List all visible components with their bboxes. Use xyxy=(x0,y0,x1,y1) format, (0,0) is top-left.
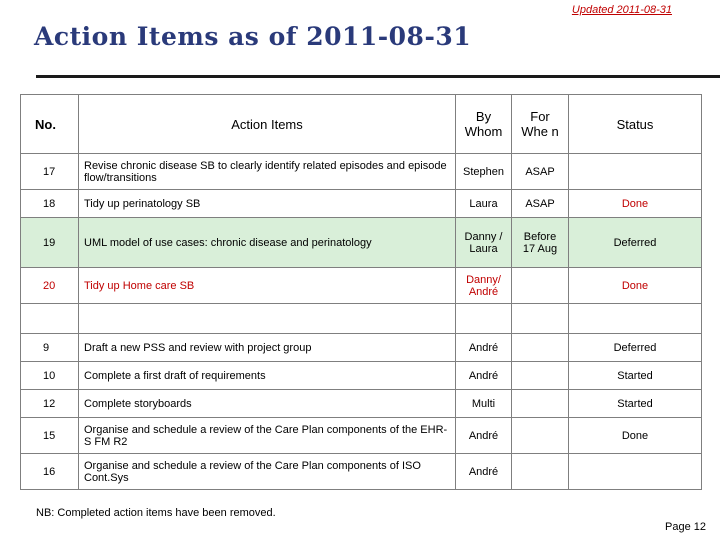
action-items-table xyxy=(20,94,702,490)
cell-for-when xyxy=(512,418,569,454)
cell-action-item: Draft a new PSS and review with project group xyxy=(79,334,456,362)
cell-status: Done xyxy=(569,268,702,304)
cell-by-whom xyxy=(456,304,512,334)
col-header-for-when: For Whe n xyxy=(512,95,569,154)
table-row xyxy=(21,454,702,490)
cell-for-when xyxy=(512,304,569,334)
table-row xyxy=(21,190,702,218)
cell-for-when: Before 17 Aug xyxy=(512,218,569,268)
cell-status xyxy=(569,154,702,190)
cell-action-item: Tidy up perinatology SB xyxy=(79,190,456,218)
cell-by-whom: Stephen xyxy=(456,154,512,190)
cell-status: Done xyxy=(569,190,702,218)
cell-status xyxy=(569,454,702,490)
table-row xyxy=(21,154,702,190)
table-row xyxy=(21,418,702,454)
cell-no: 20 xyxy=(21,268,79,304)
cell-action-item: Organise and schedule a review of the Care Plan components of the EHR-S FM R2 xyxy=(79,418,456,454)
col-header-status: Status xyxy=(569,95,702,154)
cell-status: Deferred xyxy=(569,334,702,362)
cell-status: Started xyxy=(569,390,702,418)
table-row xyxy=(21,390,702,418)
title-divider xyxy=(36,75,720,78)
cell-action-item: Complete storyboards xyxy=(79,390,456,418)
footnote: NB: Completed action items have been removed. xyxy=(36,507,276,519)
table-row xyxy=(21,304,702,334)
cell-for-when xyxy=(512,454,569,490)
page-title: Action Items as of 2011-08-31 xyxy=(34,22,472,51)
col-header-action-items: Action Items xyxy=(79,95,456,154)
cell-for-when xyxy=(512,362,569,390)
cell-by-whom: Multi xyxy=(456,390,512,418)
cell-status: Deferred xyxy=(569,218,702,268)
cell-by-whom: André xyxy=(456,454,512,490)
page-number: Page 12 xyxy=(665,521,706,533)
table-row xyxy=(21,268,702,304)
cell-action-item: UML model of use cases: chronic disease and perinatology xyxy=(79,218,456,268)
cell-no: 15 xyxy=(21,418,79,454)
cell-by-whom: André xyxy=(456,334,512,362)
table-row xyxy=(21,362,702,390)
cell-no xyxy=(21,304,79,334)
table-header-row xyxy=(21,95,702,154)
cell-no: 10 xyxy=(21,362,79,390)
col-header-no: No. xyxy=(21,95,79,154)
cell-no: 16 xyxy=(21,454,79,490)
cell-action-item: Revise chronic disease SB to clearly identify related episodes and episode flow/transitions xyxy=(79,154,456,190)
cell-action-item: Organise and schedule a review of the Care Plan components of ISO Cont.Sys xyxy=(79,454,456,490)
table-row xyxy=(21,218,702,268)
cell-by-whom: André xyxy=(456,362,512,390)
updated-date[interactable]: Updated 2011-08-31 xyxy=(571,4,672,16)
cell-no: 12 xyxy=(21,390,79,418)
cell-by-whom: Danny/ André xyxy=(456,268,512,304)
cell-no: 18 xyxy=(21,190,79,218)
cell-by-whom: Laura xyxy=(456,190,512,218)
cell-for-when: ASAP xyxy=(512,154,569,190)
cell-for-when: ASAP xyxy=(512,190,569,218)
cell-action-item: Tidy up Home care SB xyxy=(79,268,456,304)
cell-no: 19 xyxy=(21,218,79,268)
cell-no: 17 xyxy=(21,154,79,190)
col-header-by-whom: By Whom xyxy=(456,95,512,154)
cell-action-item: Complete a first draft of requirements xyxy=(79,362,456,390)
cell-for-when xyxy=(512,268,569,304)
cell-action-item xyxy=(79,304,456,334)
cell-by-whom: André xyxy=(456,418,512,454)
table-row xyxy=(21,334,702,362)
cell-by-whom: Danny / Laura xyxy=(456,218,512,268)
cell-for-when xyxy=(512,334,569,362)
cell-status: Done xyxy=(569,418,702,454)
cell-status xyxy=(569,304,702,334)
cell-for-when xyxy=(512,390,569,418)
cell-no: 9 xyxy=(21,334,79,362)
cell-status: Started xyxy=(569,362,702,390)
